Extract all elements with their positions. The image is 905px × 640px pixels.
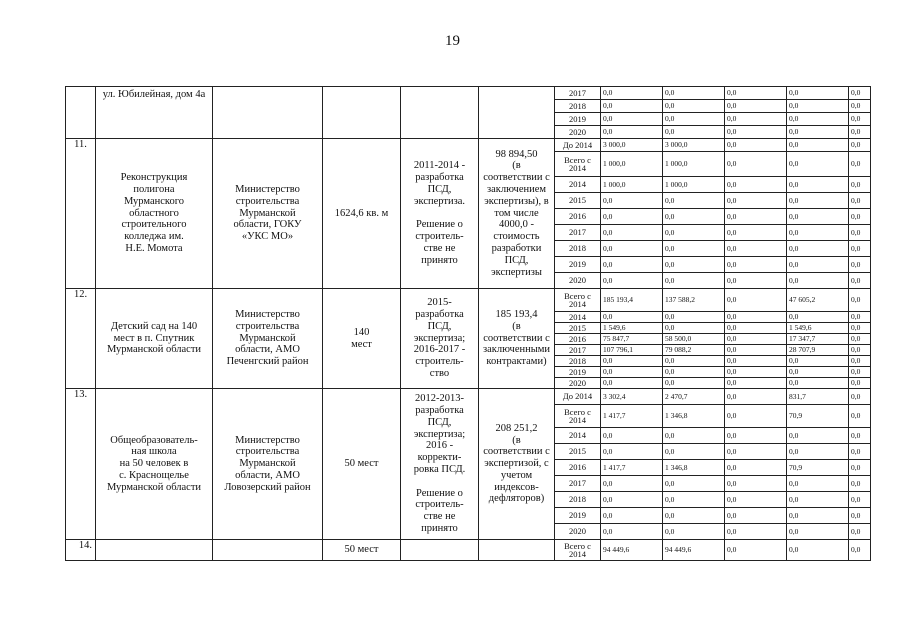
value-cell: 0,0 bbox=[601, 257, 663, 273]
value-cell: 0,0 bbox=[601, 225, 663, 241]
value-cell: 0,0 bbox=[849, 209, 871, 225]
year-cell: 2017 bbox=[555, 476, 601, 492]
value-cell: 58 500,0 bbox=[663, 334, 725, 345]
capacity-cell: 140 мест bbox=[323, 289, 401, 389]
year-cell: Всего с 2014 bbox=[555, 405, 601, 428]
value-cell: 137 588,2 bbox=[663, 289, 725, 312]
value-cell: 0,0 bbox=[849, 289, 871, 312]
value-cell: 0,0 bbox=[849, 100, 871, 113]
value-cell: 0,0 bbox=[849, 323, 871, 334]
value-cell: 47 605,2 bbox=[787, 289, 849, 312]
year-cell: Всего с 2014 bbox=[555, 289, 601, 312]
value-cell: 17 347,7 bbox=[787, 334, 849, 345]
value-cell: 0,0 bbox=[787, 152, 849, 177]
row-number-cell bbox=[66, 87, 96, 139]
value-cell: 0,0 bbox=[601, 126, 663, 139]
value-cell: 0,0 bbox=[849, 139, 871, 152]
value-cell: 0,0 bbox=[787, 177, 849, 193]
organization-cell: Министерство строительства Мурманской области, АМО Печенгский район bbox=[213, 289, 323, 389]
value-cell: 2 470,7 bbox=[663, 389, 725, 405]
value-cell: 0,0 bbox=[663, 428, 725, 444]
value-cell: 0,0 bbox=[725, 444, 787, 460]
cost-cell: 208 251,2 (в соответствии с экспертизой, с учетом индексов- дефляторов) bbox=[479, 389, 555, 540]
value-cell: 0,0 bbox=[601, 87, 663, 100]
value-cell: 0,0 bbox=[787, 524, 849, 540]
capacity-cell: 50 мест bbox=[323, 540, 401, 561]
value-cell: 0,0 bbox=[601, 508, 663, 524]
value-cell: 0,0 bbox=[787, 367, 849, 378]
value-cell: 0,0 bbox=[787, 257, 849, 273]
value-cell: 1 417,7 bbox=[601, 405, 663, 428]
value-cell: 0,0 bbox=[663, 225, 725, 241]
value-cell: 94 449,6 bbox=[663, 540, 725, 561]
year-cell: 2019 bbox=[555, 113, 601, 126]
value-cell: 0,0 bbox=[663, 126, 725, 139]
capacity-cell: 50 мест bbox=[323, 389, 401, 540]
value-cell: 0,0 bbox=[725, 87, 787, 100]
value-cell: 1 000,0 bbox=[601, 152, 663, 177]
value-cell: 0,0 bbox=[725, 378, 787, 389]
year-cell: 2019 bbox=[555, 367, 601, 378]
organization-cell bbox=[213, 540, 323, 561]
value-cell: 0,0 bbox=[725, 257, 787, 273]
value-cell: 0,0 bbox=[601, 492, 663, 508]
value-cell: 0,0 bbox=[663, 273, 725, 289]
value-cell: 3 000,0 bbox=[601, 139, 663, 152]
value-cell: 0,0 bbox=[601, 241, 663, 257]
value-cell: 0,0 bbox=[725, 428, 787, 444]
year-cell: 2020 bbox=[555, 524, 601, 540]
value-cell: 0,0 bbox=[725, 289, 787, 312]
stage-cell bbox=[401, 540, 479, 561]
value-cell: 0,0 bbox=[849, 193, 871, 209]
value-cell: 0,0 bbox=[725, 152, 787, 177]
page-number: 19 bbox=[445, 33, 460, 49]
value-cell: 0,0 bbox=[849, 428, 871, 444]
value-cell: 0,0 bbox=[663, 323, 725, 334]
value-cell: 0,0 bbox=[725, 193, 787, 209]
value-cell: 3 302,4 bbox=[601, 389, 663, 405]
stage-cell: 2015- разработка ПСД, экспертиза; 2016-2017 - строитель- ство bbox=[401, 289, 479, 389]
year-cell: 2020 bbox=[555, 126, 601, 139]
value-cell: 0,0 bbox=[849, 152, 871, 177]
value-cell: 0,0 bbox=[787, 428, 849, 444]
value-cell: 0,0 bbox=[849, 378, 871, 389]
value-cell: 1 549,6 bbox=[601, 323, 663, 334]
value-cell: 0,0 bbox=[663, 367, 725, 378]
value-cell: 0,0 bbox=[725, 356, 787, 367]
year-cell: 2017 bbox=[555, 225, 601, 241]
value-cell: 94 449,6 bbox=[601, 540, 663, 561]
row-number-cell: 11. bbox=[66, 139, 96, 289]
table-row bbox=[66, 389, 871, 405]
value-cell: 0,0 bbox=[787, 378, 849, 389]
value-cell: 0,0 bbox=[849, 476, 871, 492]
value-cell: 0,0 bbox=[725, 524, 787, 540]
value-cell: 0,0 bbox=[663, 524, 725, 540]
stage-cell bbox=[401, 87, 479, 139]
value-cell: 0,0 bbox=[601, 524, 663, 540]
cost-cell: 98 894,50 (в соответствии с заключением экспертизы), в том числе 4000,0 - стоимость разработки ПСД, экспертизы bbox=[479, 139, 555, 289]
value-cell: 0,0 bbox=[849, 334, 871, 345]
stage-cell: 2012-2013- разработка ПСД, экспертиза; 2016 - корректи- ровка ПСД. Решение о строитель- стве не принято bbox=[401, 389, 479, 540]
capacity-cell: 1624,6 кв. м bbox=[323, 139, 401, 289]
value-cell: 70,9 bbox=[787, 405, 849, 428]
value-cell: 1 417,7 bbox=[601, 460, 663, 476]
value-cell: 0,0 bbox=[725, 345, 787, 356]
value-cell: 0,0 bbox=[787, 508, 849, 524]
year-cell: 2016 bbox=[555, 334, 601, 345]
value-cell: 0,0 bbox=[787, 100, 849, 113]
table-row bbox=[66, 289, 871, 312]
value-cell: 0,0 bbox=[663, 257, 725, 273]
value-cell: 0,0 bbox=[849, 540, 871, 561]
object-name-cell: Детский сад на 140 мест в п. Спутник Мурманской области bbox=[96, 289, 213, 389]
value-cell: 0,0 bbox=[849, 508, 871, 524]
year-cell: 2020 bbox=[555, 273, 601, 289]
year-cell: 2016 bbox=[555, 460, 601, 476]
value-cell: 0,0 bbox=[849, 389, 871, 405]
value-cell: 0,0 bbox=[787, 126, 849, 139]
cost-cell: 185 193,4 (в соответствии с заключенными контрактами) bbox=[479, 289, 555, 389]
value-cell: 0,0 bbox=[663, 378, 725, 389]
value-cell: 0,0 bbox=[725, 273, 787, 289]
year-cell: 2018 bbox=[555, 241, 601, 257]
value-cell: 28 707,9 bbox=[787, 345, 849, 356]
value-cell: 0,0 bbox=[725, 126, 787, 139]
year-cell: 2015 bbox=[555, 193, 601, 209]
year-cell: Всего с 2014 bbox=[555, 540, 601, 561]
year-cell: 2019 bbox=[555, 257, 601, 273]
year-cell: 2015 bbox=[555, 323, 601, 334]
value-cell: 0,0 bbox=[849, 367, 871, 378]
year-cell: 2020 bbox=[555, 378, 601, 389]
value-cell: 0,0 bbox=[663, 508, 725, 524]
value-cell: 79 088,2 bbox=[663, 345, 725, 356]
value-cell: 0,0 bbox=[725, 225, 787, 241]
year-cell: До 2014 bbox=[555, 389, 601, 405]
value-cell: 0,0 bbox=[787, 444, 849, 460]
capacity-cell bbox=[323, 87, 401, 139]
row-number-cell: 14. bbox=[66, 540, 96, 561]
value-cell: 0,0 bbox=[849, 524, 871, 540]
investment-table bbox=[65, 86, 871, 561]
value-cell: 0,0 bbox=[787, 241, 849, 257]
value-cell: 0,0 bbox=[601, 378, 663, 389]
value-cell: 0,0 bbox=[663, 209, 725, 225]
cost-cell bbox=[479, 87, 555, 139]
year-cell: 2018 bbox=[555, 356, 601, 367]
value-cell: 0,0 bbox=[663, 241, 725, 257]
object-name-cell bbox=[96, 540, 213, 561]
value-cell: 0,0 bbox=[787, 87, 849, 100]
table-row bbox=[66, 139, 871, 152]
value-cell: 0,0 bbox=[849, 405, 871, 428]
value-cell: 0,0 bbox=[725, 405, 787, 428]
value-cell: 0,0 bbox=[849, 126, 871, 139]
value-cell: 1 000,0 bbox=[663, 152, 725, 177]
value-cell: 0,0 bbox=[601, 444, 663, 460]
value-cell: 0,0 bbox=[663, 87, 725, 100]
value-cell: 0,0 bbox=[725, 540, 787, 561]
value-cell: 0,0 bbox=[849, 87, 871, 100]
value-cell: 1 000,0 bbox=[601, 177, 663, 193]
value-cell: 0,0 bbox=[849, 356, 871, 367]
value-cell: 0,0 bbox=[787, 113, 849, 126]
value-cell: 70,9 bbox=[787, 460, 849, 476]
organization-cell bbox=[213, 87, 323, 139]
value-cell: 0,0 bbox=[725, 323, 787, 334]
value-cell: 0,0 bbox=[601, 193, 663, 209]
value-cell: 0,0 bbox=[787, 312, 849, 323]
value-cell: 0,0 bbox=[787, 356, 849, 367]
value-cell: 0,0 bbox=[725, 492, 787, 508]
value-cell: 1 346,8 bbox=[663, 405, 725, 428]
value-cell: 0,0 bbox=[663, 492, 725, 508]
value-cell: 0,0 bbox=[787, 273, 849, 289]
value-cell: 0,0 bbox=[601, 367, 663, 378]
value-cell: 0,0 bbox=[663, 100, 725, 113]
year-cell: Всего с 2014 bbox=[555, 152, 601, 177]
value-cell: 75 847,7 bbox=[601, 334, 663, 345]
value-cell: 0,0 bbox=[663, 356, 725, 367]
value-cell: 0,0 bbox=[725, 476, 787, 492]
value-cell: 0,0 bbox=[663, 113, 725, 126]
cost-cell bbox=[479, 540, 555, 561]
value-cell: 0,0 bbox=[787, 193, 849, 209]
value-cell: 0,0 bbox=[725, 139, 787, 152]
year-cell: 2019 bbox=[555, 508, 601, 524]
value-cell: 0,0 bbox=[787, 476, 849, 492]
value-cell: 0,0 bbox=[849, 460, 871, 476]
table-row bbox=[66, 87, 871, 100]
value-cell: 0,0 bbox=[849, 492, 871, 508]
value-cell: 3 000,0 bbox=[663, 139, 725, 152]
value-cell: 0,0 bbox=[601, 312, 663, 323]
value-cell: 0,0 bbox=[663, 193, 725, 209]
year-cell: 2015 bbox=[555, 444, 601, 460]
year-cell: 2018 bbox=[555, 492, 601, 508]
value-cell: 1 549,6 bbox=[787, 323, 849, 334]
value-cell: 0,0 bbox=[849, 113, 871, 126]
year-cell: 2016 bbox=[555, 209, 601, 225]
value-cell: 0,0 bbox=[601, 113, 663, 126]
year-cell: 2014 bbox=[555, 312, 601, 323]
value-cell: 0,0 bbox=[601, 428, 663, 444]
organization-cell: Министерство строительства Мурманской области, АМО Ловозерский район bbox=[213, 389, 323, 540]
value-cell: 0,0 bbox=[849, 177, 871, 193]
value-cell: 0,0 bbox=[849, 273, 871, 289]
year-cell: 2017 bbox=[555, 345, 601, 356]
stage-cell: 2011-2014 - разработка ПСД, экспертиза. Решение о строитель- стве не принято bbox=[401, 139, 479, 289]
object-name-cell: ул. Юбилейная, дом 4а bbox=[96, 87, 213, 139]
value-cell: 0,0 bbox=[725, 113, 787, 126]
value-cell: 0,0 bbox=[725, 241, 787, 257]
value-cell: 0,0 bbox=[663, 312, 725, 323]
value-cell: 0,0 bbox=[849, 241, 871, 257]
year-cell: 2018 bbox=[555, 100, 601, 113]
value-cell: 0,0 bbox=[725, 100, 787, 113]
value-cell: 0,0 bbox=[849, 225, 871, 241]
value-cell: 0,0 bbox=[663, 476, 725, 492]
organization-cell: Министерство строительства Мурманской области, ГОКУ «УКС МО» bbox=[213, 139, 323, 289]
value-cell: 831,7 bbox=[787, 389, 849, 405]
row-number-cell: 12. bbox=[66, 289, 96, 389]
value-cell: 0,0 bbox=[787, 209, 849, 225]
object-name-cell: Общеобразователь- ная школа на 50 человек в с. Краснощелье Мурманской области bbox=[96, 389, 213, 540]
value-cell: 0,0 bbox=[601, 209, 663, 225]
table-row bbox=[66, 540, 871, 561]
value-cell: 0,0 bbox=[725, 334, 787, 345]
value-cell: 107 796,1 bbox=[601, 345, 663, 356]
year-cell: 2014 bbox=[555, 428, 601, 444]
value-cell: 0,0 bbox=[725, 209, 787, 225]
value-cell: 0,0 bbox=[663, 444, 725, 460]
value-cell: 0,0 bbox=[725, 177, 787, 193]
value-cell: 1 000,0 bbox=[663, 177, 725, 193]
value-cell: 0,0 bbox=[601, 476, 663, 492]
value-cell: 0,0 bbox=[787, 492, 849, 508]
value-cell: 1 346,8 bbox=[663, 460, 725, 476]
value-cell: 0,0 bbox=[601, 273, 663, 289]
value-cell: 0,0 bbox=[725, 460, 787, 476]
year-cell: До 2014 bbox=[555, 139, 601, 152]
value-cell: 0,0 bbox=[849, 444, 871, 460]
value-cell: 0,0 bbox=[725, 508, 787, 524]
value-cell: 0,0 bbox=[725, 389, 787, 405]
value-cell: 0,0 bbox=[725, 367, 787, 378]
year-cell: 2014 bbox=[555, 177, 601, 193]
value-cell: 0,0 bbox=[849, 312, 871, 323]
value-cell: 0,0 bbox=[787, 540, 849, 561]
value-cell: 185 193,4 bbox=[601, 289, 663, 312]
row-number-cell: 13. bbox=[66, 389, 96, 540]
value-cell: 0,0 bbox=[849, 257, 871, 273]
value-cell: 0,0 bbox=[787, 139, 849, 152]
value-cell: 0,0 bbox=[601, 356, 663, 367]
value-cell: 0,0 bbox=[601, 100, 663, 113]
year-cell: 2017 bbox=[555, 87, 601, 100]
value-cell: 0,0 bbox=[787, 225, 849, 241]
value-cell: 0,0 bbox=[849, 345, 871, 356]
value-cell: 0,0 bbox=[725, 312, 787, 323]
object-name-cell: Реконструкция полигона Мурманского областного строительного колледжа им. Н.Е. Момота bbox=[96, 139, 213, 289]
